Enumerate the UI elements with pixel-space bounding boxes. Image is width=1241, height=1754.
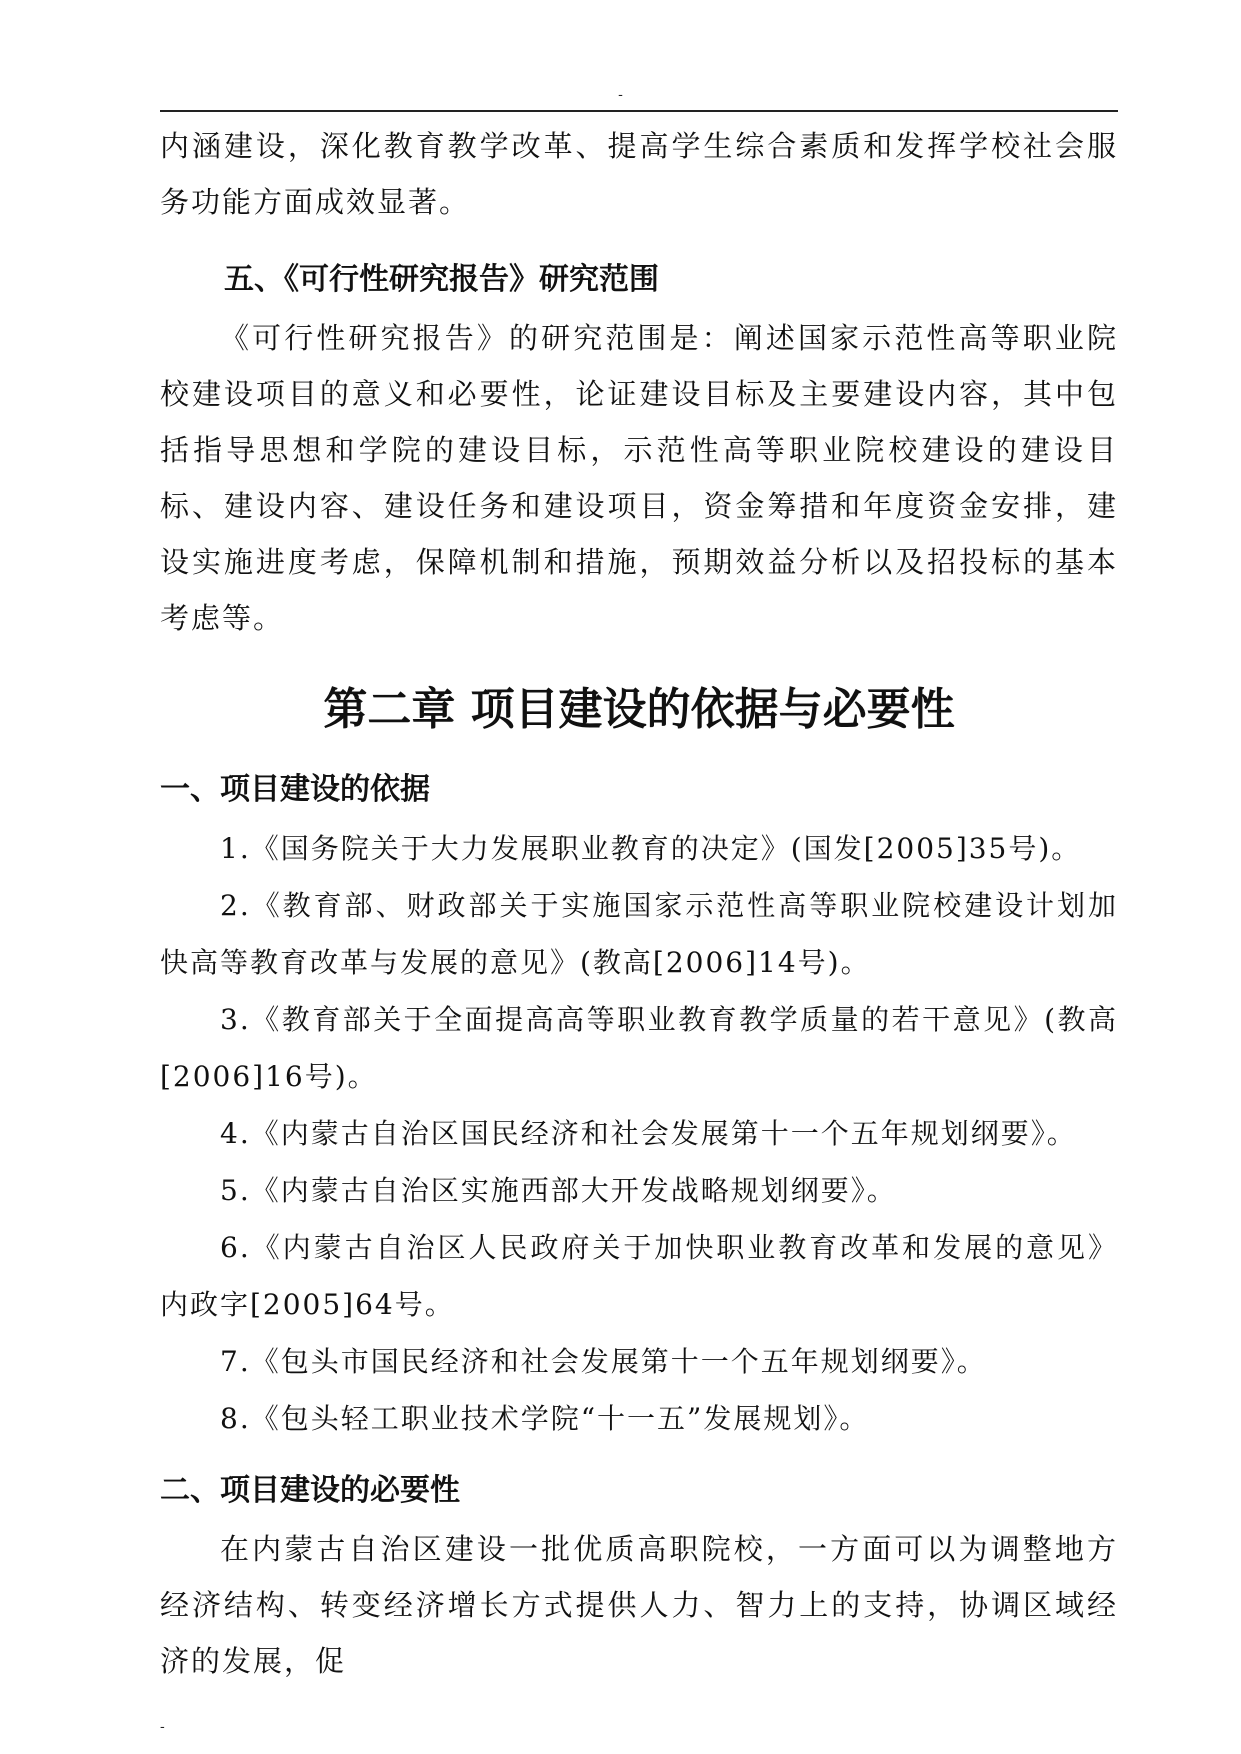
spacer xyxy=(160,230,1118,250)
basis-reference-list xyxy=(160,820,1118,1447)
section-5-title: 五、《可行性研究报告》研究范围 xyxy=(224,262,659,297)
reference-item-4: 4.《内蒙古自治区国民经济和社会发展第十一个五年规划纲要》。 xyxy=(220,1117,1077,1150)
reference-item-6: 6.《内蒙古自治区人民政府关于加快职业教育改革和发展的意见》内政字[2005]64号。 xyxy=(160,1231,1118,1321)
spacer xyxy=(160,646,1118,660)
header-rule xyxy=(160,110,1118,112)
footer-mark: - xyxy=(160,1719,165,1735)
page-content xyxy=(160,118,1118,1689)
reference-item-7: 7.《包头市国民经济和社会发展第十一个五年规划纲要》。 xyxy=(220,1345,987,1378)
reference-item-3: 3.《教育部关于全面提高高等职业教育教学质量的若干意见》(教高[2006]16号)。 xyxy=(160,1003,1118,1093)
reference-item-2: 2.《教育部、财政部关于实施国家示范性高等职业院校建设计划加快高等教育改革与发展的意见》(教高[2006]14号)。 xyxy=(160,889,1118,979)
spacer xyxy=(160,1447,1118,1461)
necessity-section-title: 二、项目建设的必要性 xyxy=(160,1473,460,1508)
header-mark: - xyxy=(618,87,623,103)
intro-tail-paragraph: 内涵建设，深化教育教学改革、提高学生综合素质和发挥学校社会服务功能方面成效显著。 xyxy=(160,129,1118,219)
basis-section-title: 一、项目建设的依据 xyxy=(160,772,430,807)
necessity-body: 在内蒙古自治区建设一批优质高职院校，一方面可以为调整地方经济结构、转变经济增长方式提供人力、智力上的支持，协调区域经济的发展，促 xyxy=(160,1532,1118,1678)
reference-item-8: 8.《包头轻工职业技术学院“十一五”发展规划》。 xyxy=(220,1402,870,1435)
section-5-body: 《可行性研究报告》的研究范围是：阐述国家示范性高等职业院校建设项目的意义和必要性，论证建设目标及主要建设内容，其中包括指导思想和学院的建设目标，示范性高等职业院校建设的建设目标、建设内容、建设任务和建设项目，资金筹措和年度资金安排，建设实施进度考虑，保障机制和措施，预期效益分析以及招投标的基本考虑等。 xyxy=(160,321,1118,635)
chapter-2-title: 第二章 项目建设的依据与必要性 xyxy=(323,684,955,735)
reference-item-5: 5.《内蒙古自治区实施西部大开发战略规划纲要》。 xyxy=(220,1174,897,1207)
reference-item-1: 1.《国务院关于大力发展职业教育的决定》(国发[2005]35号)。 xyxy=(220,832,1082,865)
